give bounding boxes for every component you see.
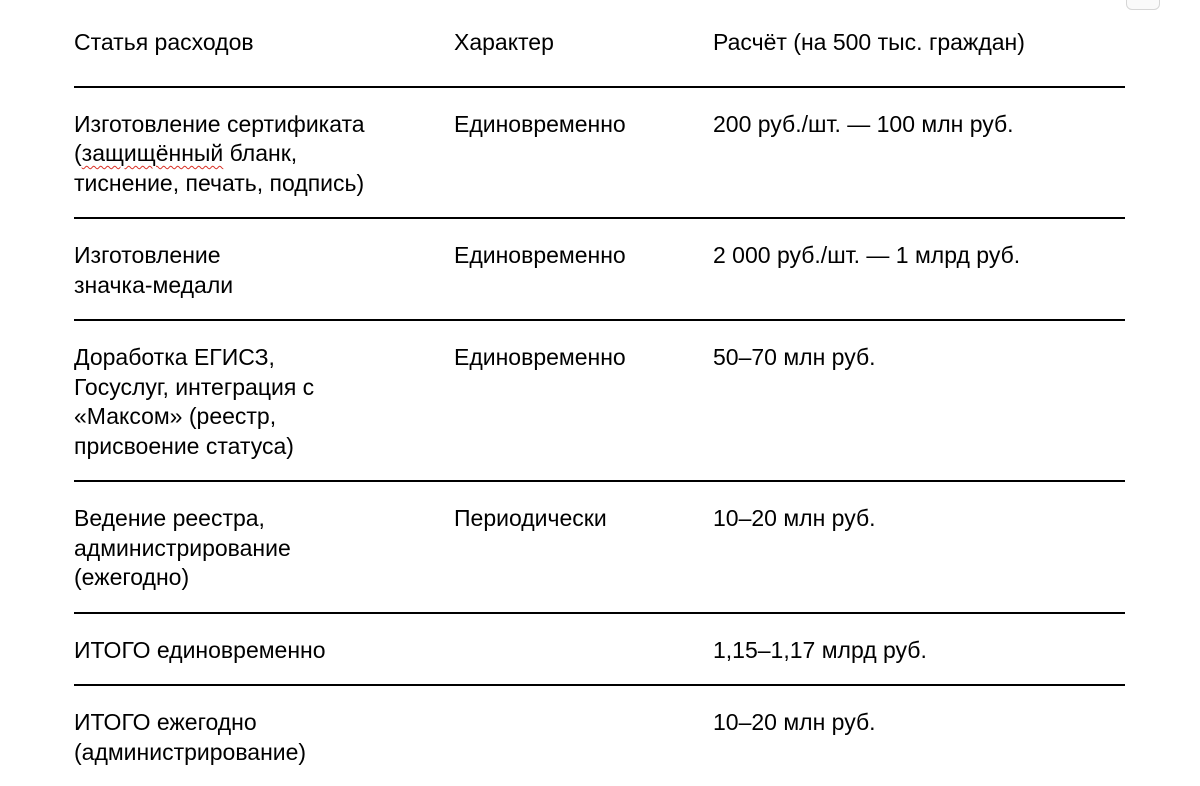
cell-item[interactable] [74,87,454,219]
cell-item[interactable] [74,685,454,786]
cell-calc[interactable]: 1,15–1,17 млрд руб. [713,613,1125,686]
cell-item[interactable] [74,320,454,481]
table-row-total-yearly [74,685,1125,786]
expenses-table [74,0,1125,786]
table-row [74,87,1125,219]
cell-calc[interactable]: 50–70 млн руб. [713,320,1125,481]
item-text: Доработка ЕГИСЗ, Госуслуг, интеграция с «Максом» (реестр, присвоение статуса) [74,344,315,459]
cell-kind[interactable] [454,685,713,786]
header-calc: Расчёт (на 500 тыс. граждан) [713,0,1125,87]
item-text: Ведение реестра, администрирование (ежегодно) [74,505,291,590]
cell-item[interactable] [74,481,454,613]
item-text: Изготовление значка-медали [74,242,234,298]
item-text-start: Изготовление сертификата ( [74,110,365,166]
cell-kind[interactable]: Единовременно [454,218,713,320]
table-header-row [74,0,1125,87]
cell-calc[interactable]: 10–20 млн руб. [713,481,1125,613]
header-item: Статья расходов [74,0,454,87]
cell-calc[interactable]: 2 000 руб./шт. — 1 млрд руб. [713,218,1125,320]
table-row [74,218,1125,320]
misspelled-word[interactable]: защищённый [81,140,224,166]
table-row [74,481,1125,613]
cell-item[interactable] [74,218,454,320]
cell-kind[interactable] [454,613,713,686]
cell-calc[interactable]: 10–20 млн руб. [713,709,876,735]
cell-kind[interactable]: Периодически [454,481,713,613]
cell-item[interactable] [74,613,454,686]
table-row-total-once [74,613,1125,686]
header-kind: Характер [454,0,713,87]
item-text: ИТОГО единовременно [74,636,326,663]
item-text-end: бланк, тиснение, печать, подпись) [74,140,365,196]
cell-kind[interactable]: Единовременно [454,87,713,219]
comment-button[interactable] [1126,0,1160,10]
cell-kind[interactable]: Единовременно [454,320,713,481]
table-row [74,320,1125,481]
item-text: ИТОГО ежегодно (администрирование) [74,709,307,765]
cell-calc[interactable]: 200 руб./шт. — 100 млн руб. [713,87,1125,219]
